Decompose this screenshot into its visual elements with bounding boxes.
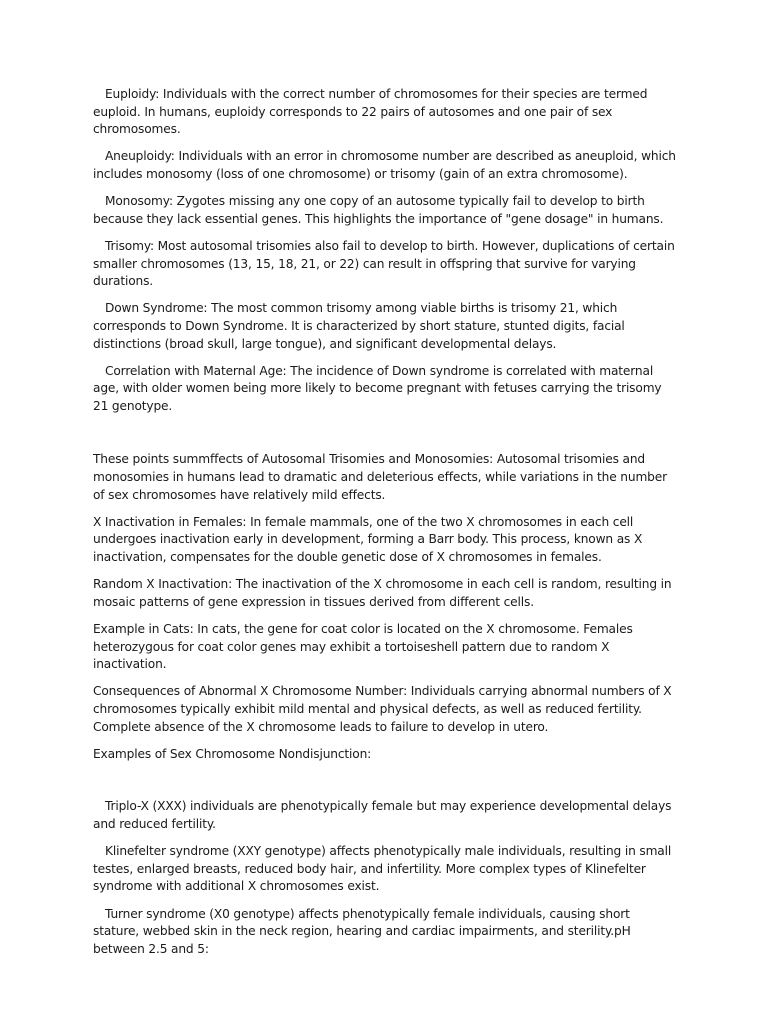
paragraph-triplo-x: Triplo-X (XXX) individuals are phenotypically female but may experience developmental delays and reduced fertility. (93, 799, 672, 831)
section-chromosome-number (93, 86, 677, 415)
paragraph-effects-summary: These points summffects of Autosomal Trisomies and Monosomies: Autosomal trisomies and monosomies in humans lead to dramatic and deleterious effects, while variations in the number of sex chromosomes have relatively mild effects. (93, 452, 667, 502)
paragraph-klinefelter: Klinefelter syndrome (XXY genotype) affects phenotypically male individuals, resulting in small testes, enlarged breasts, reduced body hair, and infertility. More complex types of Klinefelter syndrome with additional X chromosomes exist. (93, 844, 672, 894)
paragraph-random-x-inactivation: Random X Inactivation: The inactivation of the X chromosome in each cell is random, resulting in mosaic patterns of gene expression in tissues derived from different cells. (93, 577, 672, 609)
paragraph-monosomy: Monosomy: Zygotes missing any one copy of an autosome typically fail to develop to birth because they lack essential genes. This highlights the importance of "gene dosage" in humans. (93, 194, 664, 226)
paragraph-x-inactivation: X Inactivation in Females: In female mammals, one of the two X chromosomes in each cell undergoes inactivation early in development, forming a Barr body. This process, known as X inactivation, compensates for the double genetic dose of X chromosomes in females. (93, 514, 643, 565)
paragraph-euploidy: Euploidy: Individuals with the correct number of chromosomes for their species are termed euploid. In humans, euploidy corresponds to 22 pairs of autosomes and one pair of sex chromosomes. (93, 87, 648, 137)
paragraph-nondisjunction-heading: Examples of Sex Chromosome Nondisjunction: (93, 746, 372, 761)
paragraph-aneuploidy: Aneuploidy: Individuals with an error in chromosome number are described as aneuploid, which includes monosomy (loss of one chromosome) or trisomy (gain of an extra chromosome). (93, 149, 676, 181)
paragraph-trisomy: Trisomy: Most autosomal trisomies also fail to develop to birth. However, duplications of certain smaller chromosomes (13, 15, 18, 21, or 22) can result in offspring that survive for varying durations. (93, 238, 675, 289)
paragraph-turner: Turner syndrome (X0 genotype) affects phenotypically female individuals, causing short stature, webbed skin in the neck region, hearing and cardiac impairments, and sterility.pH between 2.5 and 5: (93, 906, 631, 956)
paragraph-down-syndrome: Down Syndrome: The most common trisomy among viable births is trisomy 21, which corresponds to Down Syndrome. It is characterized by short stature, stunted digits, facial distinctions (broad skull, large tongue), and significant developmental delays. (93, 301, 625, 351)
paragraph-maternal-age: Correlation with Maternal Age: The incidence of Down syndrome is correlated with maternal age, with older women being more likely to become pregnant with fetuses carrying the trisomy 21 genotype. (93, 363, 662, 413)
section-nondisjunction-examples (93, 798, 677, 958)
paragraph-abnormal-x-number: Consequences of Abnormal X Chromosome Number: Individuals carrying abnormal numbers of X chromosomes typically exhibit mild mental and physical defects, as well as reduced fertility. Complete absence of the X chromosome leads to failure to develop in utero. (93, 684, 672, 734)
paragraph-cats-example: Example in Cats: In cats, the gene for coat color is located on the X chromosome. Females heterozygous for coat color genes may exhibit a tortoiseshell pattern due to random X inactivation. (93, 622, 633, 672)
document-page (93, 86, 677, 968)
section-sex-chromosomes (93, 451, 677, 763)
